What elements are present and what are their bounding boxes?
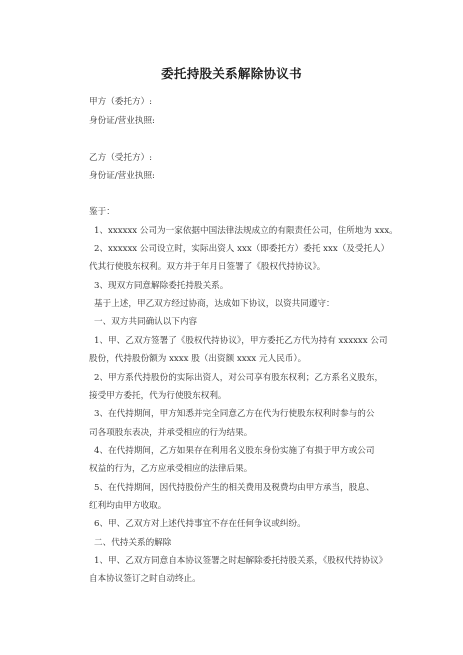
paragraph-line: 2、xxxxxx 公司设立时，实际出资人 xxx（即委托方）委托 xxx（及受托人） bbox=[94, 244, 390, 254]
paragraph-line: 接受甲方委托，代为行使股东权利。 bbox=[89, 391, 227, 401]
paragraph-line: 2、甲方系代持股份的实际出资人，对公司享有股东权利；乙方系名义股东， bbox=[94, 373, 384, 383]
paragraph-line: 3、现双方同意解除委托持股关系。 bbox=[94, 281, 229, 291]
paragraph-line: 基于上述，甲乙双方经过协商，达成如下协议，以资共同遵守： bbox=[94, 299, 335, 309]
paragraph-line: 1、甲、乙双方签署了《股权代持协议》，甲方委托乙方代为持有 xxxxxx 公司 bbox=[94, 336, 388, 346]
section-heading-2: 二、代持关系的解除 bbox=[94, 538, 172, 548]
party-a-id-label: 身份证/营业执照: bbox=[89, 116, 155, 126]
section-heading-1: 一、双方共同确认以下内容 bbox=[94, 317, 198, 327]
document-title: 委托持股关系解除协议书 bbox=[161, 66, 302, 81]
paragraph-line: 股份，代持股份额为 xxxx 股（出资额 xxxx 元人民币）。 bbox=[89, 354, 307, 364]
paragraph-line: 1、甲、乙双方同意自本协议签署之时起解除委托持股关系，《股权代持协议》 bbox=[94, 556, 388, 566]
paragraph-line: 自本协议签订之时自动终止。 bbox=[89, 574, 201, 584]
paragraph-line: 代其行使股东权利。双方并于年月日签署了《股权代持协议》。 bbox=[89, 262, 326, 272]
paragraph-line: 3、在代持期间，甲方知悉并完全同意乙方在代为行使股东权利时参与的公 bbox=[94, 409, 375, 419]
paragraph-line: 5、在代持期间，因代持股份产生的相关费用及税费均由甲方承当，股息、 bbox=[94, 483, 375, 493]
paragraph-line: 6、甲、乙双方对上述代持事宜不存在任何争议或纠纷。 bbox=[94, 519, 306, 529]
party-b-label: 乙方（受托方）: bbox=[89, 153, 153, 163]
whereas-heading: 鉴于： bbox=[89, 207, 115, 217]
paragraph-line: 4、在代持期间，乙方如果存在利用名义股东身份实施了有损于甲方或公司 bbox=[94, 446, 375, 456]
party-b-id-label: 身份证/营业执照: bbox=[89, 171, 155, 181]
paragraph-line: 1、xxxxxx 公司为一家依据中国法律法规成立的有限责任公司，住所地为 xxx。 bbox=[94, 226, 398, 236]
paragraph-line: 权益的行为，乙方应承受相应的法律后果。 bbox=[89, 464, 253, 474]
paragraph-line: 司各项股东表决，并承受相应的行为结果。 bbox=[89, 428, 253, 438]
party-a-label: 甲方（委托方）: bbox=[89, 97, 153, 107]
paragraph-line: 红利均由甲方收取。 bbox=[89, 501, 167, 511]
